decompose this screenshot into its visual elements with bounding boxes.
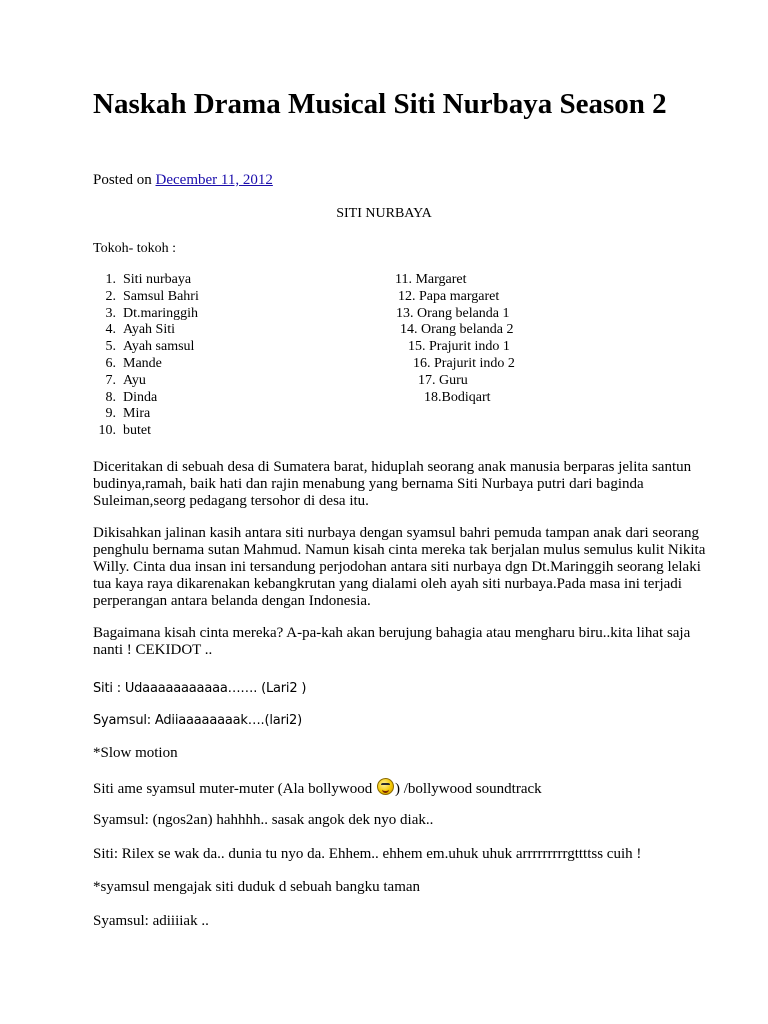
cast-item-name: Samsul Bahri — [123, 288, 199, 304]
paragraph-question: Bagaimana kisah cinta mereka? A-pa-kah akan berujung bahagia atau mengharu biru..kita lihat saja nanti ! CEKIDOT .. — [93, 625, 691, 658]
cast-item-number: 1. — [105, 272, 116, 287]
cast-item: 16. Prajurit indo 2 — [413, 355, 515, 371]
cast-item: 15. Prajurit indo 1 — [408, 339, 510, 355]
dialogue-syamsul-2: Syamsul: (ngos2an) hahhhh.. sasak angok dek nyo diak.. — [93, 812, 434, 828]
cast-heading: Tokoh- tokoh : — [93, 241, 177, 256]
cast-item: 14. Orang belanda 2 — [400, 322, 514, 338]
dialogue-siti-2: Siti: Rilex se wak da.. dunia tu nyo da. Ehhem.. ehhem em.uhuk uhuk arrrrrrrrrgttttss cuih ! — [93, 846, 642, 862]
cast-item — [92, 406, 199, 423]
page-title: Naskah Drama Musical Siti Nurbaya Season 2 — [93, 88, 667, 120]
paragraph-story: Dikisahkan jalinan kasih antara siti nurbaya dengan syamsul bahri pemuda tampan anak dari seorang penghulu bernama sutan Mahmud. Namun kisah cinta mereka tak berjalan mulus semulus kulit Nikita Willy. Cinta dua insan ini tersandung perjodohan antara siti nurbaya dgn Dt.Maringgih seorang lelaki tua kaya raya dikarenakan kebangkrutan yang dialami oleh ayah siti nurbaya.Pada masa ini terjadi perperangan antara belanda dengan Indonesia. — [93, 525, 706, 609]
cast-item: 12. Papa margaret — [398, 288, 500, 304]
dialogue-syamsul-3: Syamsul: adiiiiak .. — [93, 913, 209, 929]
cast-item-number: 2. — [105, 288, 116, 304]
cast-item-number: 3. — [105, 305, 116, 321]
cast-item-number: 5. — [105, 339, 116, 355]
cast-item — [92, 356, 199, 373]
posted-line — [93, 172, 273, 189]
cast-item: 11. Margaret — [395, 272, 467, 287]
cast-item — [92, 289, 199, 306]
cast-item-number: 7. — [105, 372, 116, 388]
cast-item — [92, 322, 199, 339]
stage-direction-bench: *syamsul mengajak siti duduk d sebuah bangku taman — [93, 879, 421, 895]
smiley-icon — [377, 778, 394, 795]
cast-item — [92, 272, 199, 289]
cast-item-name: butet — [123, 423, 151, 439]
dialogue-siti-1: Siti : Udaaaaaaaaaaa……. (Lari2 ) — [93, 681, 307, 696]
paragraph-intro: Diceritakan di sebuah desa di Sumatera barat, hiduplah seorang anak manusia berparas jelita santun budinya,ramah, baik hati dan rajin menabung yang bernama Siti Nurbaya putri dari baginda Suleiman,seorg pedagang tersohor di desa itu. — [93, 459, 692, 509]
cast-list-right — [395, 272, 515, 406]
cast-item — [92, 373, 199, 390]
cast-item — [92, 339, 199, 356]
cast-item-name: Ayah samsul — [123, 339, 195, 355]
cast-item-name: Ayu — [123, 372, 146, 388]
dialogue-syamsul-1: Syamsul: Adiiaaaaaaaak….(lari2) — [93, 713, 302, 728]
cast-item-name: Dt.maringgih — [123, 305, 199, 321]
stage-direction-bollywood — [93, 778, 713, 798]
bollywood-text-b: ) /bollywood soundtrack — [395, 781, 542, 797]
cast-item-number: 10. — [98, 423, 116, 439]
cast-item-number: 8. — [105, 389, 116, 405]
posted-date-link[interactable]: December 11, 2012 — [155, 172, 273, 188]
cast-item: 13. Orang belanda 1 — [396, 305, 510, 321]
bollywood-text-a: Siti ame syamsul muter-muter (Ala bollywood — [93, 781, 376, 797]
cast-item: 17. Guru — [418, 372, 468, 388]
cast-item-number: 4. — [105, 322, 116, 338]
cast-item-name: Dinda — [123, 389, 158, 405]
stage-direction-slow-motion: *Slow motion — [93, 745, 178, 761]
cast-item — [92, 423, 199, 440]
cast-item — [92, 306, 199, 323]
cast-item-name: Siti nurbaya — [123, 272, 192, 287]
cast-item-name: Mande — [123, 355, 162, 371]
cast-list-left — [92, 272, 199, 440]
cast-item-name: Mira — [123, 406, 151, 422]
cast-item — [92, 390, 199, 407]
cast-item-number: 9. — [105, 406, 116, 422]
posted-prefix: Posted on — [93, 172, 156, 188]
document-heading: SITI NURBAYA — [336, 206, 432, 221]
cast-item-name: Ayah Siti — [123, 322, 175, 338]
cast-item-number: 6. — [105, 355, 116, 371]
cast-item: 18.Bodiqart — [424, 389, 491, 405]
